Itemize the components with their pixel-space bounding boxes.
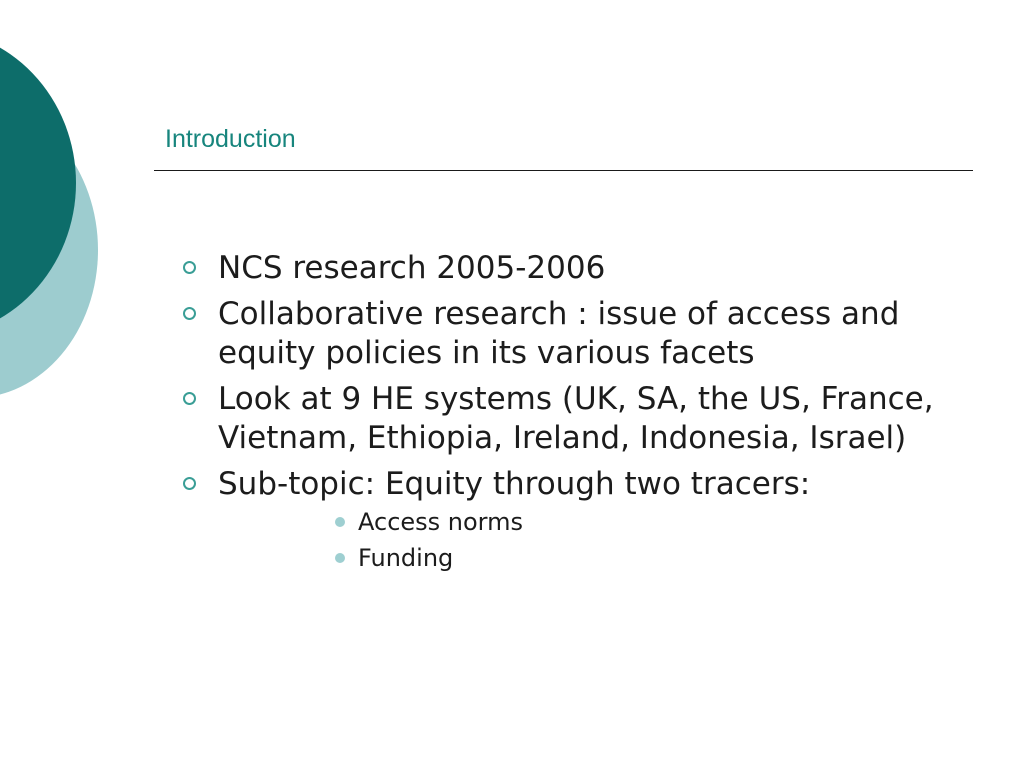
sub-bullet-list	[180, 504, 960, 576]
bullet-item	[180, 380, 960, 458]
bullet-list	[180, 249, 960, 576]
bullet-text: NCS research 2005-2006	[218, 250, 606, 286]
title-divider	[154, 170, 973, 171]
slide-title: Introduction	[165, 125, 296, 153]
bullet-item	[180, 295, 960, 373]
sub-bullet-item	[180, 540, 960, 576]
hollow-circle-icon	[183, 261, 196, 274]
sub-bullet-text: Access norms	[358, 508, 524, 536]
sub-bullet-item	[180, 504, 960, 540]
hollow-circle-icon	[183, 307, 196, 320]
bullet-item	[180, 249, 960, 288]
hollow-circle-icon	[183, 477, 196, 490]
bullet-text: Collaborative research : issue of access and equity policies in its various facets	[218, 296, 900, 371]
filled-dot-icon	[335, 517, 345, 527]
bullet-text: Look at 9 HE systems (UK, SA, the US, France, Vietnam, Ethiopia, Ireland, Indonesia, Israel)	[218, 381, 934, 456]
sub-bullet-text: Funding	[358, 544, 454, 572]
bullet-text: Sub-topic: Equity through two tracers:	[218, 466, 811, 502]
hollow-circle-icon	[183, 392, 196, 405]
filled-dot-icon	[335, 553, 345, 563]
bullet-item	[180, 465, 960, 504]
